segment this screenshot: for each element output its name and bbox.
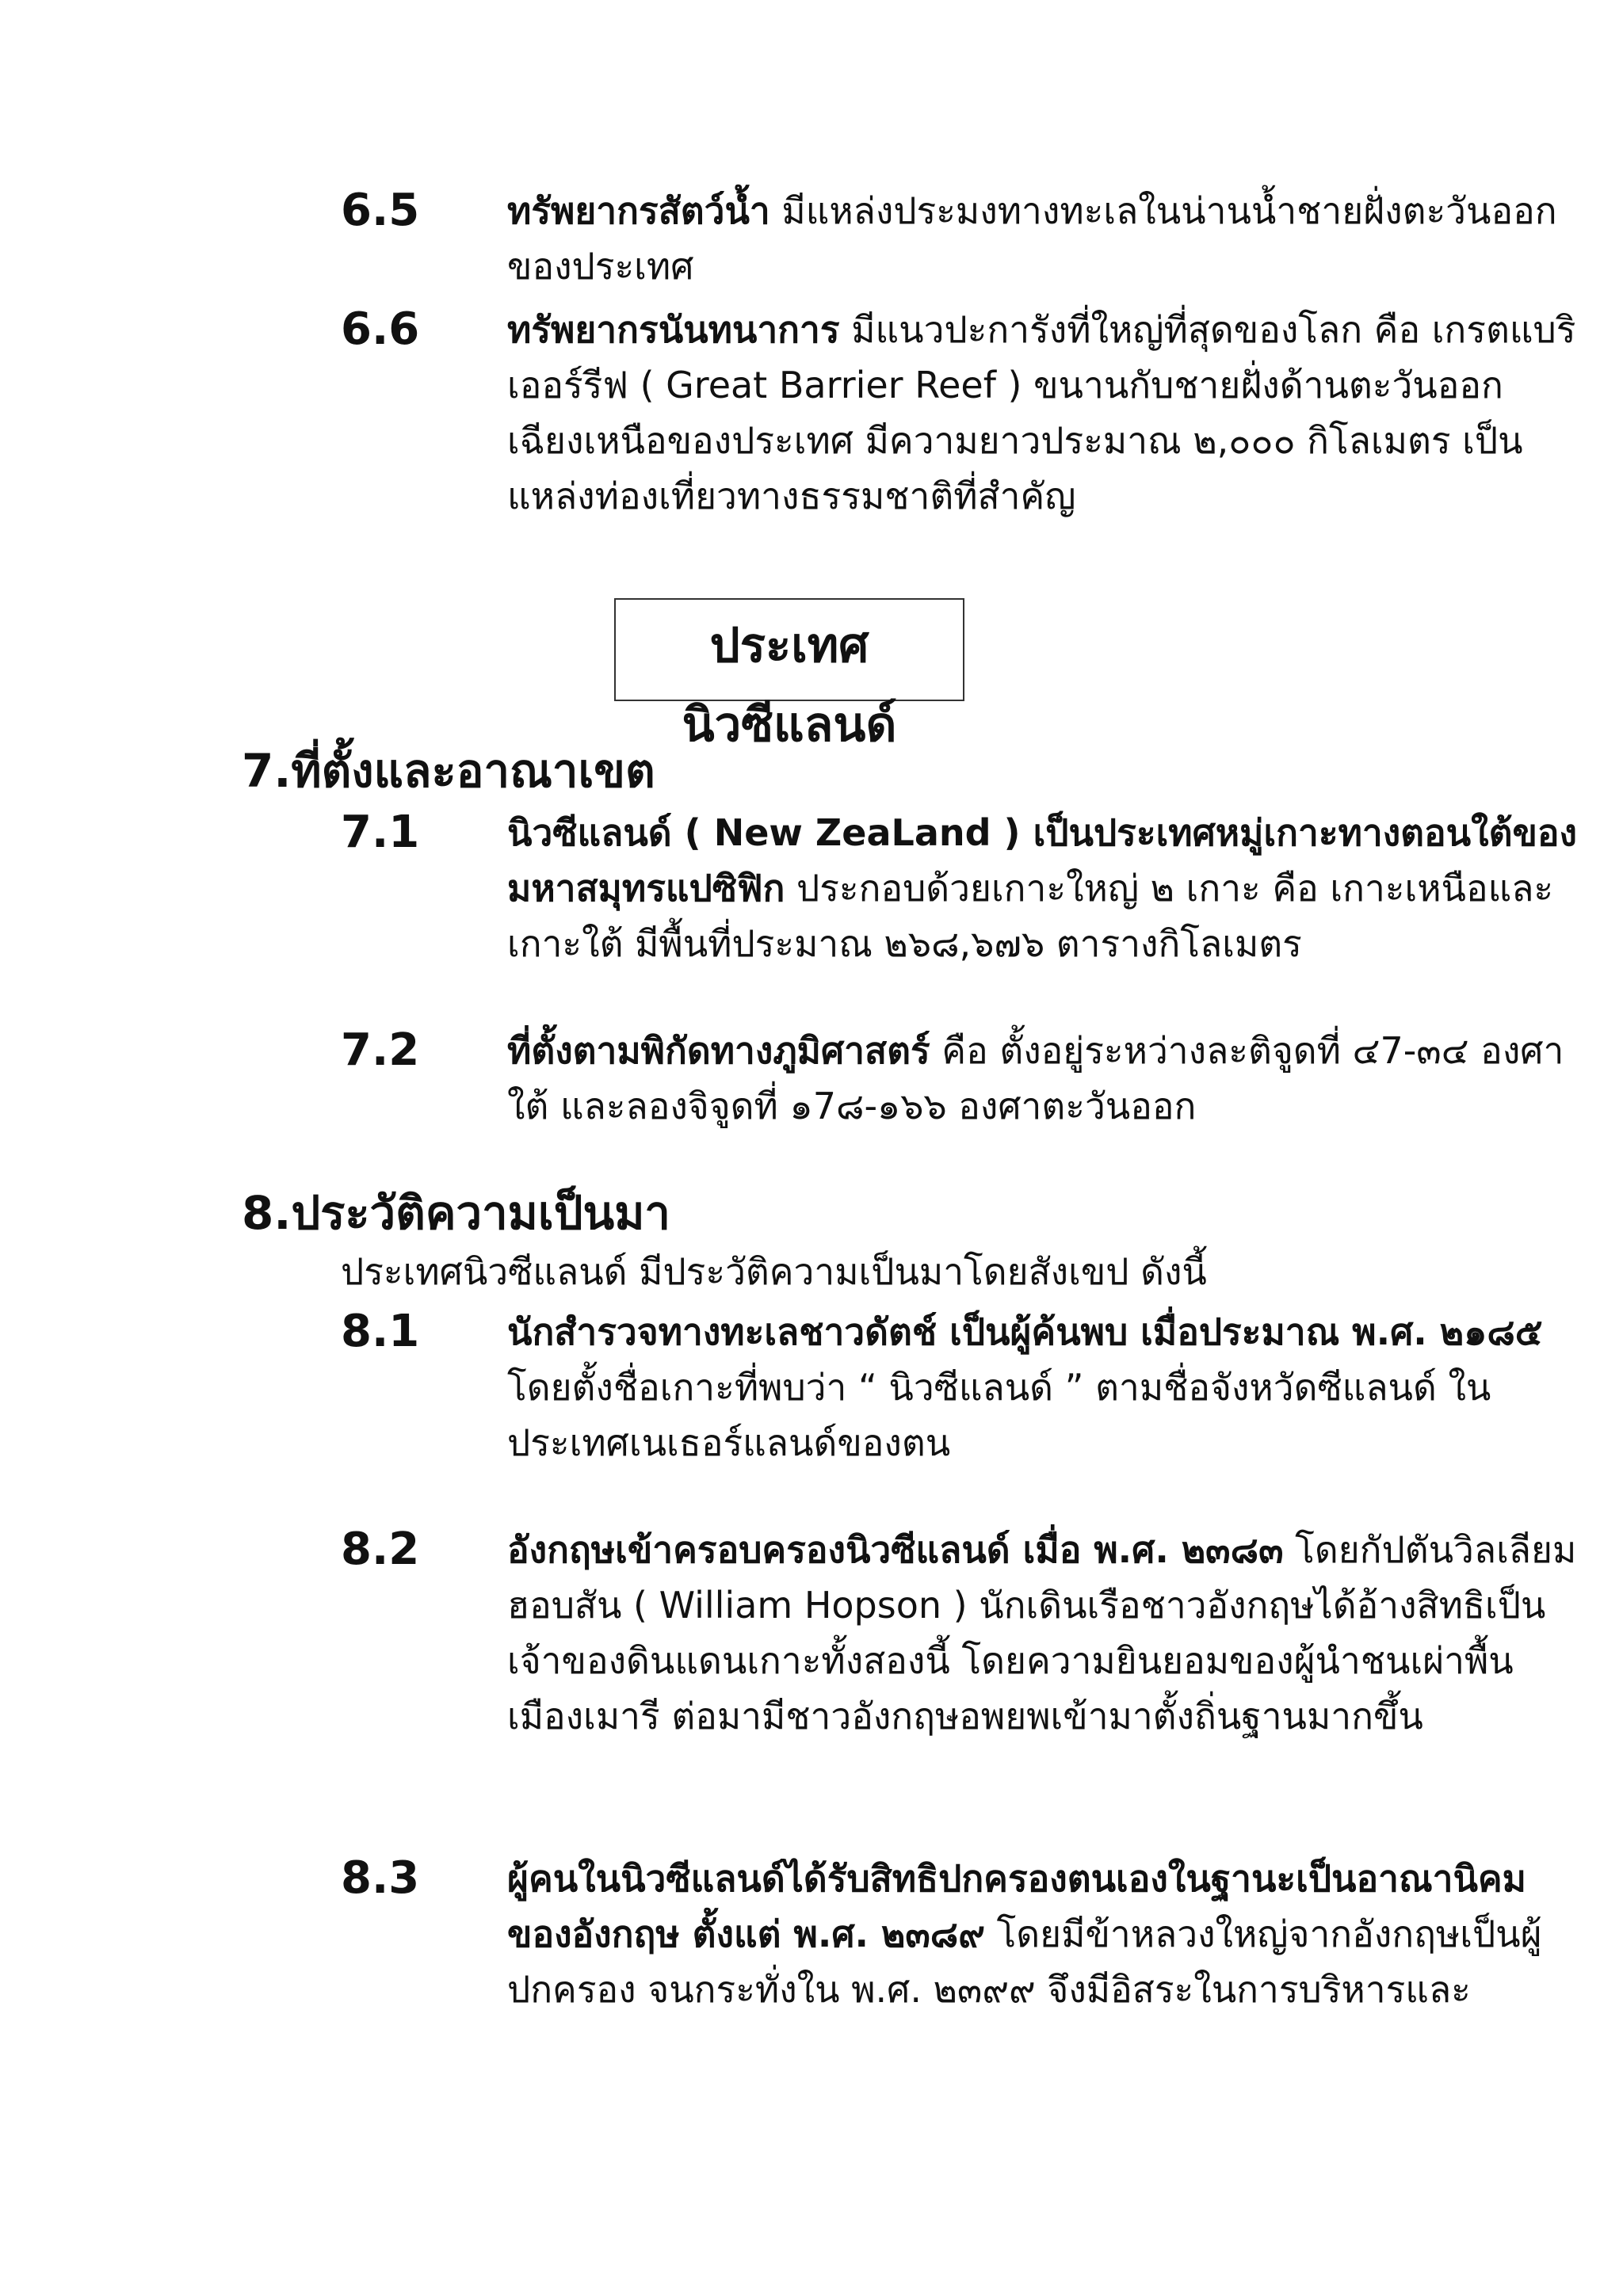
section-body: ประกอบด้วยเกาะใหญ่ ๒ เกาะ คือ เกาะเหนือและเกาะใต้ มีพื้นที่ประมาณ ๒๖๘,๖๗๖ ตารางกิโลเมตร — [507, 867, 1554, 965]
section-8-intro: ประเทศนิวซีแลนด์ มีประวัติความเป็นมาโดยสังเขป ดังนี้ — [341, 1250, 1207, 1293]
section-heading: ผู้คนในนิวซีแลนด์ได้รับสิทธิปกครองตนเองในฐานะเป็นอาณานิคมของอังกฤษ ตั้งแต่ พ.ศ. ๒๓๘๙ — [507, 1857, 1527, 1955]
section-number: 8.3 — [341, 1852, 420, 1904]
section-heading: นิวซีแลนด์ ( New ZeaLand ) เป็นประเทศหมู่เกาะทางตอนใต้ของมหาสมุทรแปซิฟิก — [507, 811, 1577, 910]
section-text — [507, 1023, 1577, 1134]
section-body: โดยกัปตันวิลเลียม ฮอบสัน ( William Hopson ) นักเดินเรือชาวอังกฤษได้อ้างสิทธิเป็นเจ้าของดินแดนเกาะทั้งสองนี้ โดยความยินยอมของผู้นำชนเผ่าพื้นเมืองเมารี ต่อมามีชาวอังกฤษอพยพเข้ามาตั้งถิ่นฐานมากขึ้น — [507, 1528, 1577, 1737]
section-heading: อังกฤษเข้าครอบครองนิวซีแลนด์ เมื่อ พ.ศ. ๒๓๘๓ — [507, 1528, 1284, 1571]
section-body: มีแนวปะการังที่ใหญ่ที่สุดของโลก คือ เกรตแบริเออร์รีฟ ( Great Barrier Reef ) ขนานกับชายฝั่งด้านตะวันออกเฉียงเหนือของประเทศ มีความยาวประมาณ ๒,๐๐๐ กิโลเมตร เป็นแหล่งท่องเที่ยวทางธรรมชาติที่สำคัญ — [507, 308, 1576, 517]
section-body: คือ ตั้งอยู่ระหว่างละติจูดที่ ๔7-๓๔ องศาใต้ และลองจิจูดที่ ๑7๘-๑๖๖ องศาตะวันออก — [507, 1029, 1564, 1127]
section-body: มีแหล่งประมงทางทะเลในน่านน้ำชายฝั่งตะวันออกของประเทศ — [507, 189, 1557, 288]
section-text — [507, 805, 1577, 971]
section-number: 8.2 — [341, 1524, 420, 1575]
country-title-line1: ประเทศ — [709, 618, 869, 673]
section-body: โดยตั้งชื่อเกาะที่พบว่า “ นิวซีแลนด์ ” ตามชื่อจังหวัดซีแลนด์ ในประเทศเนเธอร์แลนด์ของตน — [507, 1366, 1491, 1464]
section-text — [507, 1304, 1577, 1470]
section-number: 6.5 — [341, 185, 420, 236]
section-number: 6.6 — [341, 303, 420, 355]
section-text — [507, 1522, 1577, 1744]
section-text — [507, 183, 1577, 294]
section-heading: นักสำรวจทางทะเลชาวดัตช์ เป็นผู้ค้นพบ เมื่อประมาณ พ.ศ. ๒๑๘๕ — [507, 1310, 1543, 1353]
section-text — [507, 302, 1577, 524]
country-title-box — [614, 598, 964, 753]
section-body: โดยมีข้าหลวงใหญ่จากอังกฤษเป็นผู้ปกครอง จนกระทั่งใน พ.ศ. ๒๓๙๙ จึงมีอิสระในการบริหารและ — [507, 1913, 1542, 2011]
section-text — [507, 1851, 1577, 2017]
heading-8: 8.ประวัติความเป็นมา — [242, 1186, 671, 1240]
section-heading: ทรัพยากรสัตว์น้ำ — [507, 189, 770, 232]
country-title-line2: นิวซีแลนด์ — [682, 697, 897, 753]
heading-7: 7.ที่ตั้งและอาณาเขต — [242, 744, 655, 798]
section-heading: ที่ตั้งตามพิกัดทางภูมิศาสตร์ — [507, 1029, 930, 1072]
section-heading: ทรัพยากรนันทนาการ — [507, 308, 840, 351]
section-number: 7.1 — [341, 807, 420, 858]
section-number: 8.1 — [341, 1306, 420, 1357]
section-number: 7.2 — [341, 1024, 420, 1076]
